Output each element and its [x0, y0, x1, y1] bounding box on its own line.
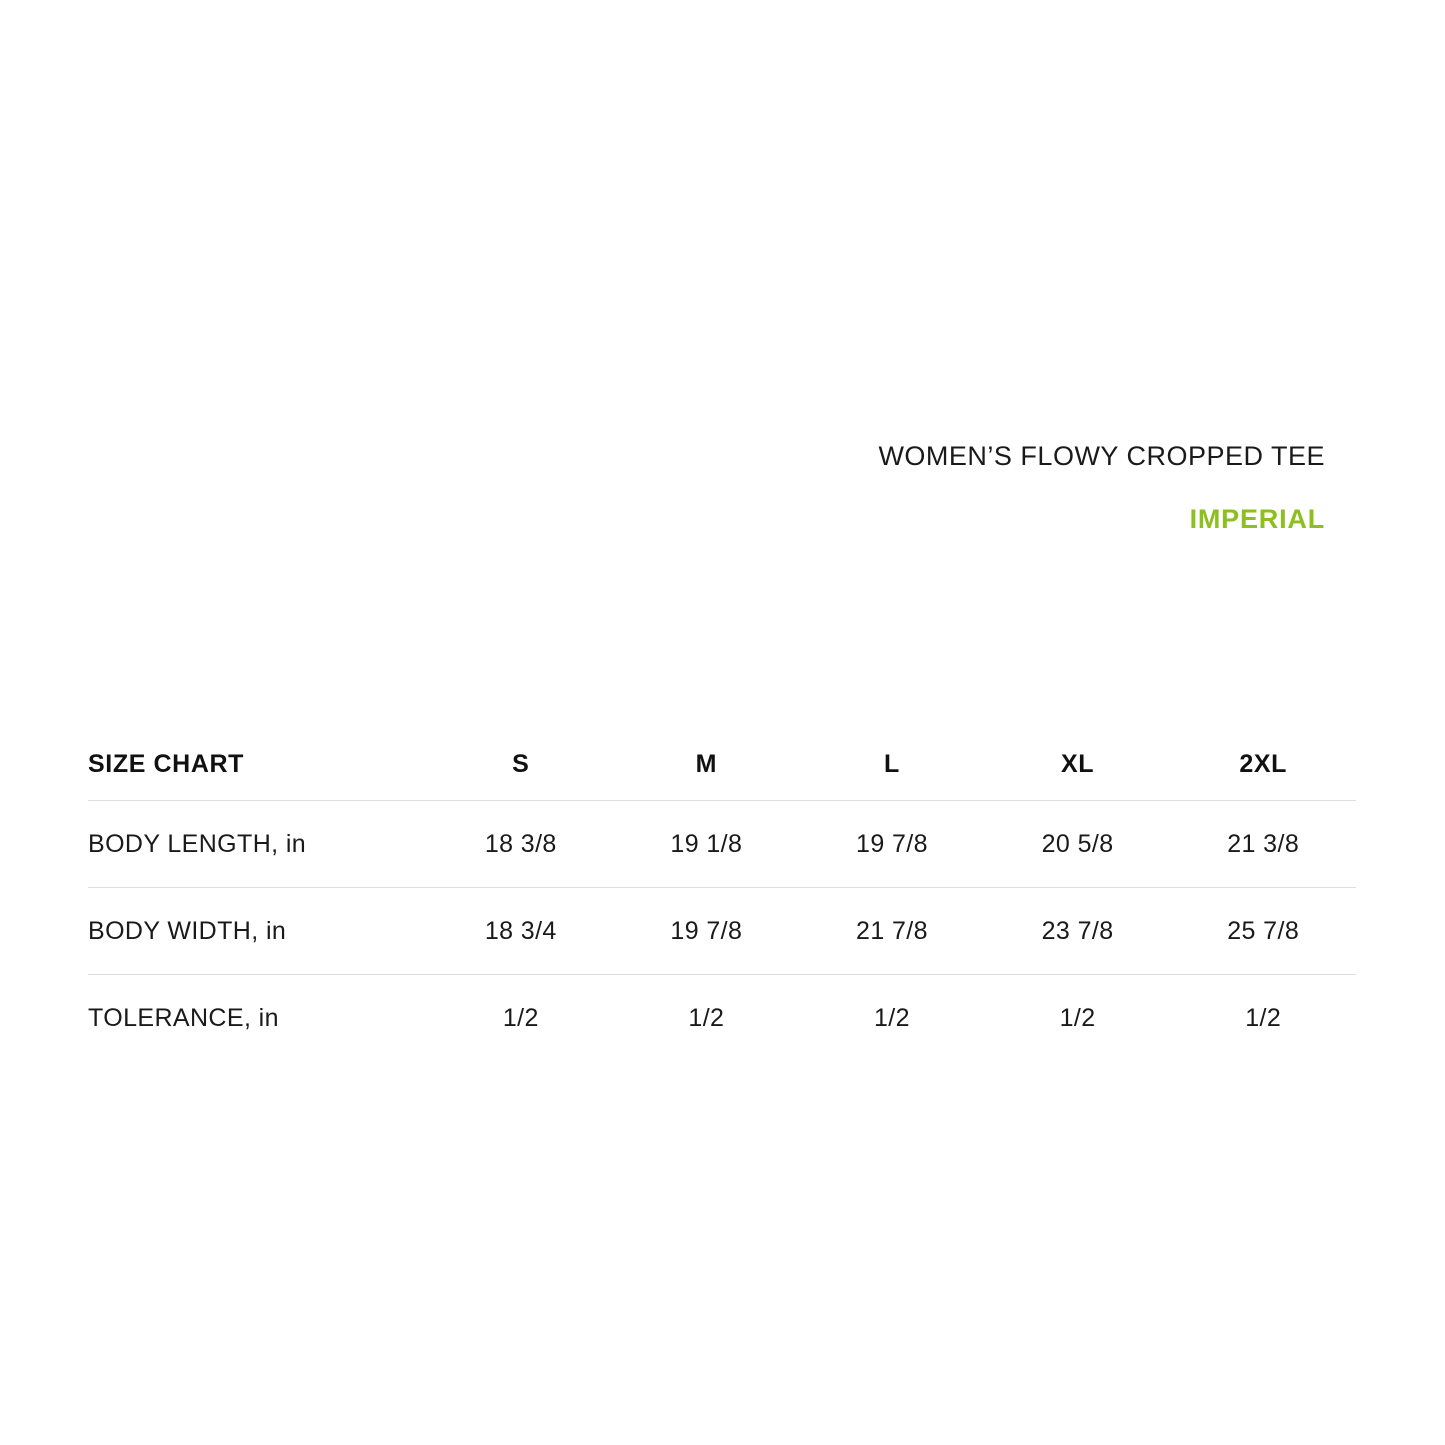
row-label-body-width: BODY WIDTH, in	[88, 888, 428, 975]
column-header-m: M	[614, 728, 800, 801]
table-row	[88, 801, 1356, 888]
column-header-l: L	[799, 728, 985, 801]
row-label-tolerance: TOLERANCE, in	[88, 975, 428, 1062]
cell-body-length-l: 19 7/8	[799, 801, 985, 888]
cell-body-width-s: 18 3/4	[428, 888, 614, 975]
size-chart-table-container	[88, 728, 1356, 1061]
cell-body-width-l: 21 7/8	[799, 888, 985, 975]
column-header-s: S	[428, 728, 614, 801]
cell-body-length-m: 19 1/8	[614, 801, 800, 888]
cell-tolerance-m: 1/2	[614, 975, 800, 1062]
table-row	[88, 975, 1356, 1062]
cell-tolerance-xl: 1/2	[985, 975, 1171, 1062]
cell-body-width-xl: 23 7/8	[985, 888, 1171, 975]
unit-system-label: IMPERIAL	[1189, 504, 1325, 535]
column-header-xl: XL	[985, 728, 1171, 801]
row-label-body-length: BODY LENGTH, in	[88, 801, 428, 888]
cell-tolerance-l: 1/2	[799, 975, 985, 1062]
cell-body-length-s: 18 3/8	[428, 801, 614, 888]
table-header-row	[88, 728, 1356, 801]
cell-tolerance-2xl: 1/2	[1170, 975, 1356, 1062]
column-header-size-chart: SIZE CHART	[88, 728, 428, 801]
cell-body-length-2xl: 21 3/8	[1170, 801, 1356, 888]
cell-body-width-m: 19 7/8	[614, 888, 800, 975]
cell-body-length-xl: 20 5/8	[985, 801, 1171, 888]
column-header-2xl: 2XL	[1170, 728, 1356, 801]
page-title: WOMEN’S FLOWY CROPPED TEE	[878, 441, 1325, 471]
size-chart-table	[88, 728, 1356, 1061]
cell-body-width-2xl: 25 7/8	[1170, 888, 1356, 975]
table-row	[88, 888, 1356, 975]
cell-tolerance-s: 1/2	[428, 975, 614, 1062]
document-header	[878, 440, 1325, 535]
